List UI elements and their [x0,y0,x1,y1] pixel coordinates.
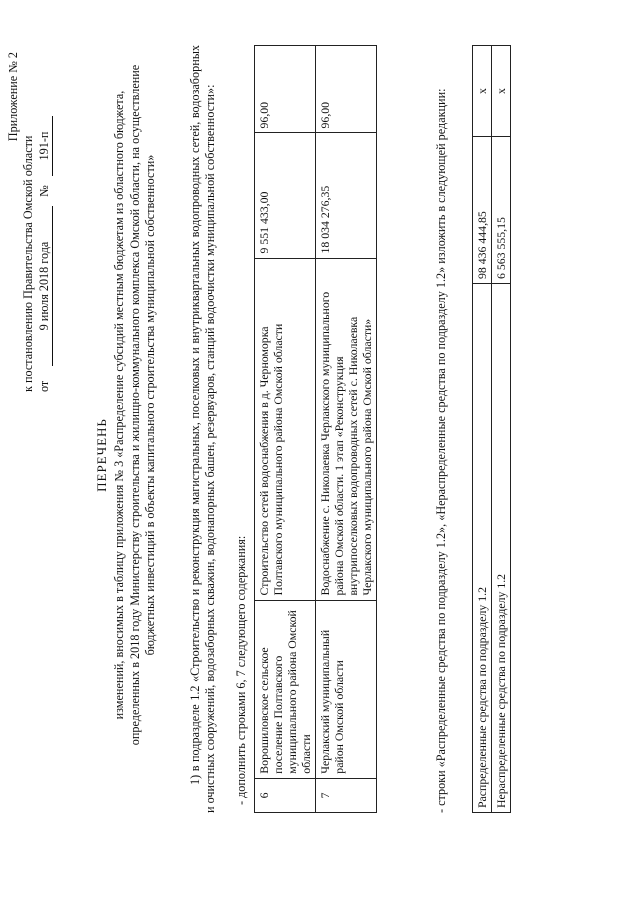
edited-rows-table [472,45,511,813]
municipality-cell: Черлакский муниципальный район Омской области [316,600,377,778]
appendix-label: Приложение № 2 [6,52,20,142]
table-row [492,46,511,813]
percent-cell: 96,00 [255,46,316,133]
resolution-number: 191-п [37,116,53,176]
amount-cell: 18 034 276,35 [316,133,377,258]
object-cell: Строительство сетей водоснабжения в д. Черноморка Полтавского муниципального района Омской области [255,258,316,600]
amount-cell: 6 563 555,15 [492,137,511,284]
document-header [6,52,53,392]
added-rows-table [254,45,377,813]
paragraph-3: - строки «Распределенные средства по подразделу 1.2», «Нераспределенные средства по подразделу 1.2» изложить в следующей редакции: [434,88,448,813]
object-cell: Водоснабжение с. Николаевка Черлакского муниципального района Омской области. 1 этап «Реконструкция внутрипоселковых водопроводных сетей с. Николаевка Черлакского муниципального района Омской области» [316,258,377,600]
mark-cell: х [473,46,492,137]
table-row [473,46,492,813]
row-label: Нераспределенные средства по подразделу 1.2 [492,284,511,813]
table-row [255,46,316,813]
document-title: ПЕРЕЧЕНЬ [94,418,109,492]
from-label: от [37,380,51,392]
row-number: 7 [316,778,377,812]
row-label: Распределенные средства по подразделу 1.2 [473,284,492,813]
document-subtitle: изменений, вносимых в таблицу приложения № 3 «Распределение субсидий местным бюджетам из областного бюджета, определенных в 2018 году Министерству строительства и жилищно-коммунального комплекса Омской области, на осуществление бюджетных инвестиций в объекты капитального строительства муниципальной собственности» [112,64,157,746]
number-label: № [37,185,51,197]
paragraph-2 [234,45,249,813]
paragraph-1: 1) в подразделе 1.2 «Строительство и реконструкция магистральных, поселковых и внутриквартальных водопроводных сетей, водозаборных и очистных сооружений, водозаборных скважин, водонапорных башен, резервуаров, станций водоочистки муниципальной собственности»: [188,45,217,813]
resolution-date: 9 июля 2018 года [37,206,53,366]
resolution-label: к постановлению Правительства Омской области [21,135,35,392]
percent-cell: 96,00 [316,46,377,133]
paragraph-2-text: - дополнить строками 6, 7 следующего содержания: [234,535,248,805]
row-number: 6 [255,778,316,812]
mark-cell: х [492,46,511,137]
amount-cell: 98 436 444,85 [473,137,492,284]
municipality-cell: Ворошиловское сельское поселение Полтавского муниципального района Омской области [255,600,316,778]
date-line [37,52,53,392]
amount-cell: 9 551 433,00 [255,133,316,258]
table-row [316,46,377,813]
